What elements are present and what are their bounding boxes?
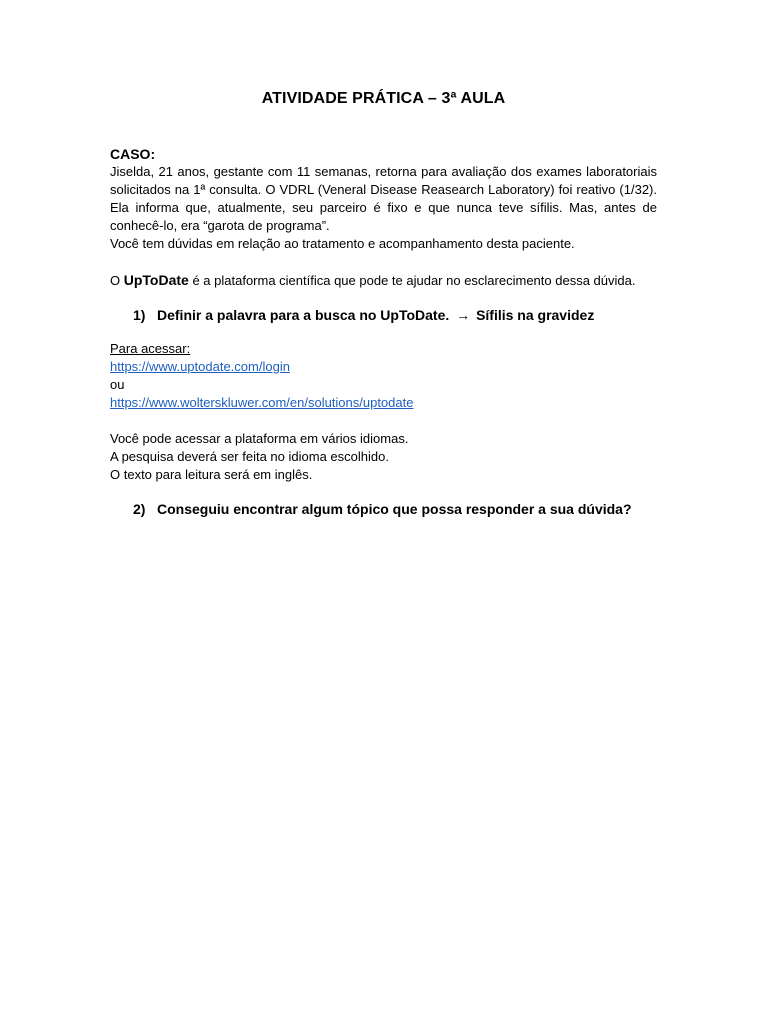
platform-intro (110, 271, 657, 290)
platform-name: UpToDate (123, 272, 189, 288)
arrow-right-icon: → (456, 307, 471, 323)
note-reading-language: O texto para leitura será em inglês. (110, 467, 313, 482)
question-1-answer: Sífilis na gravidez (476, 307, 595, 323)
page-title: ATIVIDADE PRÁTICA – 3ª AULA (261, 90, 506, 107)
platform-intro-prefix: O (110, 273, 121, 288)
access-links (110, 340, 657, 412)
access-label: Para acessar: (110, 341, 191, 356)
question-1-text: Definir a palavra para a busca no UpToDate. (157, 307, 450, 323)
platform-intro-suffix: é a plataforma científica que pode te ajudar no esclarecimento dessa dúvida. (192, 273, 636, 288)
question-2-number: 2) (133, 501, 146, 517)
case-label: CASO: (110, 146, 156, 162)
question-1-body (157, 306, 594, 324)
question-2 (133, 500, 657, 518)
note-search-language: A pesquisa deverá ser feita no idioma escolhido. (110, 449, 389, 464)
case-followup: Você tem dúvidas em relação ao tratamento e acompanhamento desta paciente. (110, 236, 575, 251)
note-languages: Você pode acessar a plataforma em vários idiomas. (110, 431, 409, 446)
or-text: ou (110, 377, 125, 392)
case-paragraph: Jiselda, 21 anos, gestante com 11 semanas, retorna para avaliação dos exames laboratoriais solicitados na 1ª consulta. O VDRL (Veneral Disease Reasearch Laboratory) foi reativo (1/32). Ela informa que, atualmente, seu parceiro é fixo e que nunca teve sífilis. Mas, antes de conhecê-lo, era “garota de programa”. (110, 164, 657, 233)
question-1 (133, 306, 657, 324)
question-2-text: Conseguiu encontrar algum tópico que possa responder a sua dúvida? (157, 501, 632, 517)
uptodate-login-link[interactable]: https://www.uptodate.com/login (110, 359, 290, 374)
wolterskluwer-link[interactable]: https://www.wolterskluwer.com/en/solutions/uptodate (110, 395, 414, 410)
spacer (110, 253, 657, 271)
spacer (110, 412, 657, 430)
question-1-number: 1) (133, 307, 146, 323)
